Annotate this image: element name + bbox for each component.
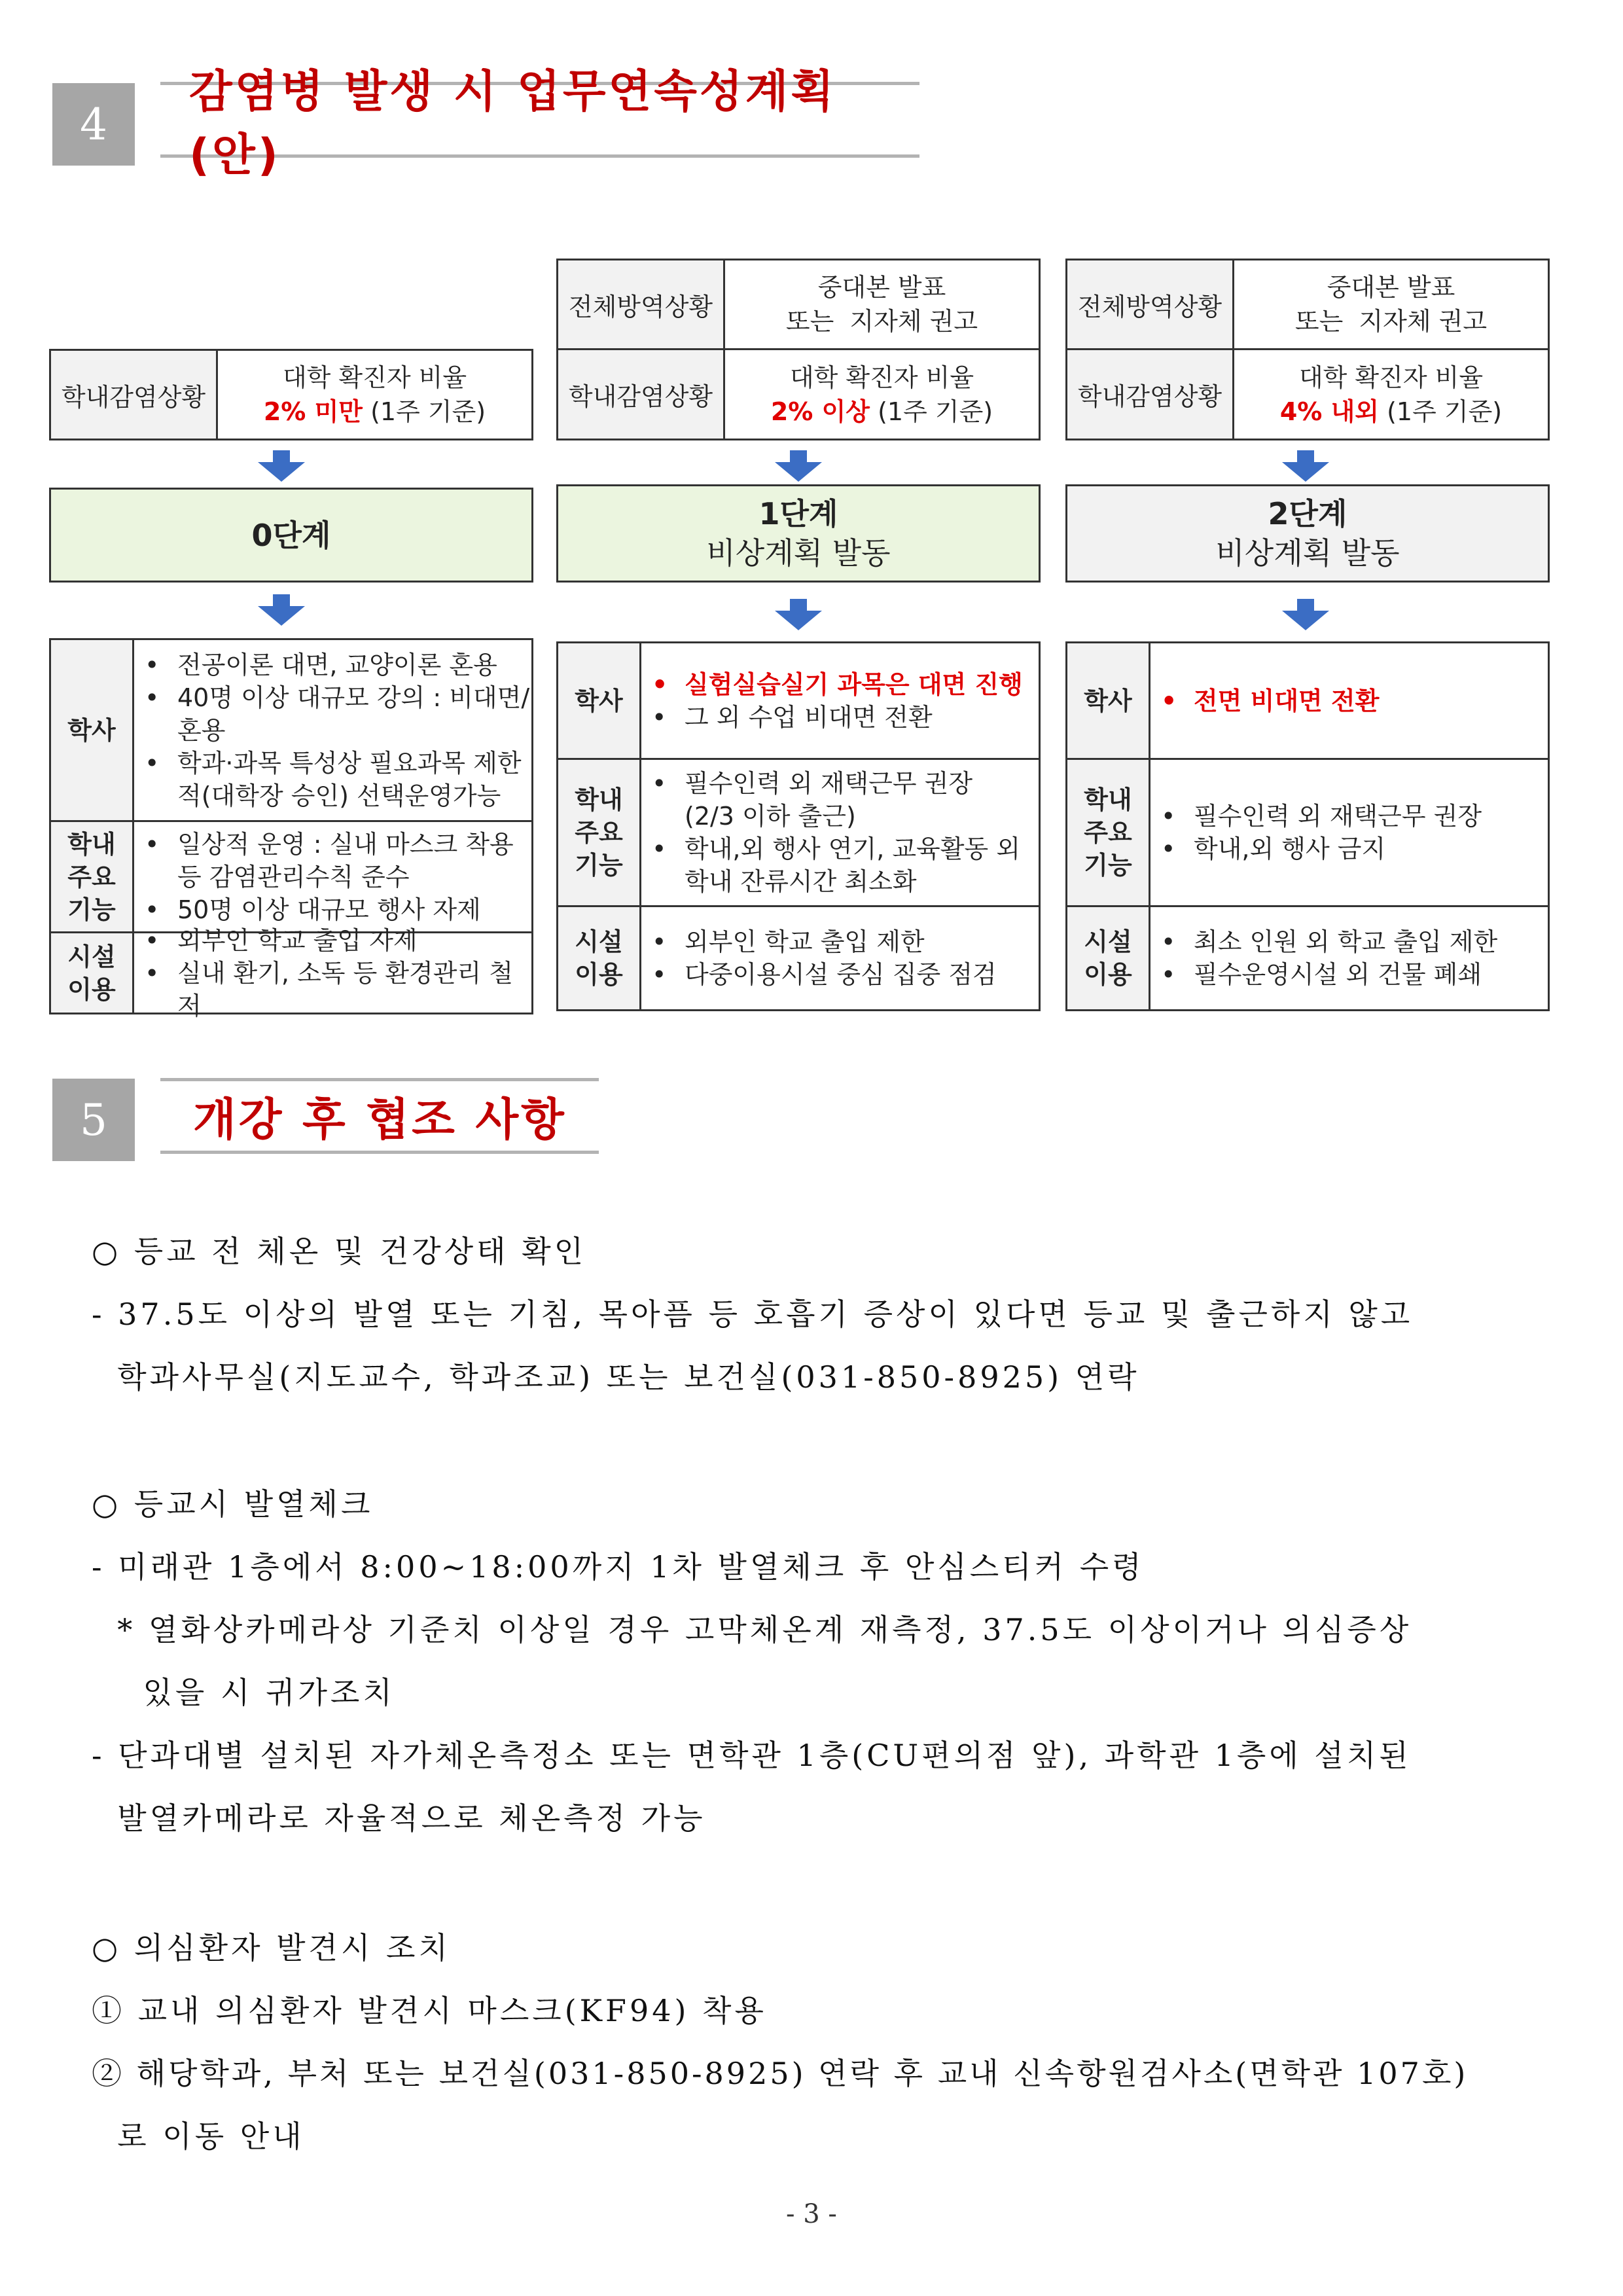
stage-subtitle: 비상계획 발동 (1215, 535, 1400, 571)
stage-detail-0 (49, 638, 533, 1020)
campus-ratio-label: 대학 확진자 비율 (1298, 363, 1484, 392)
section-4-number: 4 (52, 83, 135, 166)
stage-box-2 (1065, 484, 1550, 583)
list-item: • 최소 인원 외 학교 출입 제한 (1161, 927, 1498, 956)
list-item: 등 감염관리수칙 준수 (177, 862, 410, 891)
campus-label: 학내감염상황 (51, 351, 218, 439)
body-line: 로 이동 안내 (92, 2119, 305, 2154)
detail-row-facilities: 시설 이용 • 외부인 학교 출입 자제 • 실내 환기, 소독 등 환경관리 철저 (51, 931, 531, 1013)
overall-line: 중대본 발표 (1327, 273, 1455, 302)
list-item: • 실험실습실기 과목은 대면 진행 (652, 670, 1023, 699)
list-item: • 외부인 학교 출입 제한 (652, 927, 925, 956)
row-label: 학사 (67, 715, 116, 745)
stage-box-1 (556, 484, 1041, 583)
list-item: • 40명 이상 대규모 강의 : 비대면/ (145, 683, 530, 712)
detail-row-academic (1067, 643, 1548, 758)
list-item: • 그 외 수업 비대면 전환 (652, 702, 933, 732)
row-label: 학사 (575, 686, 623, 715)
list-item: • 전공이론 대면, 교양이론 혼용 (145, 650, 497, 679)
campus-condition-1 (556, 348, 1041, 440)
list-item: • 일상적 운영 : 실내 마스크 착용 (145, 829, 514, 859)
detail-row-facilities: 시설 이용 • 최소 인원 외 학교 출입 제한 • 필수운영시설 외 건물 폐쇄 (1067, 905, 1548, 1009)
body-line: ○ 등교 전 체온 및 건강상태 확인 (92, 1234, 587, 1269)
detail-row-functions: 학내 주요 기능 • 일상적 운영 : 실내 마스크 착용 등 감염관리수칙 준수 • 50명 이상 대규모 행사 자제 (51, 820, 531, 931)
detail-row-facilities: 시설 이용 • 외부인 학교 출입 제한 • 다중이용시설 중심 집중 점검 (558, 905, 1039, 1009)
overall-condition-2 (1065, 259, 1550, 350)
body-line: 학과사무실(지도교수, 학과조교) 또는 보건실(031-850-8925) 연락 (92, 1359, 1140, 1395)
list-item: 혼용 (177, 715, 226, 745)
campus-ratio-value: 2% 이상 (770, 397, 870, 426)
list-item: • 전면 비대면 전환 (1161, 686, 1380, 715)
list-item: • 필수운영시설 외 건물 폐쇄 (1161, 960, 1482, 989)
detail-row-functions: 학내 주요 기능 • 필수인력 외 재택근무 권장 (2/3 이하 출근) • 학내,외 행사 연기, 교육활동 외 학내 잔류시간 최소화 (558, 758, 1039, 905)
detail-row-functions: 학내 주요 기능 • 필수인력 외 재택근무 권장 • 학내,외 행사 금지 (1067, 758, 1548, 905)
body-line: - 미래관 1층에서 8:00~18:00까지 1차 발열체크 후 안심스티커 수령 (92, 1549, 1145, 1585)
list-item: • 다중이용시설 중심 집중 점검 (652, 960, 997, 989)
campus-ratio-value: 2% 미만 (263, 397, 363, 426)
campus-condition-2 (1065, 348, 1550, 440)
list-item: 적(대학장 승인) 선택운영가능 (177, 781, 501, 810)
campus-label: 학내감염상황 (1067, 350, 1234, 439)
campus-ratio-label: 대학 확진자 비율 (282, 363, 467, 392)
section-5-number: 5 (52, 1079, 135, 1161)
stage-detail-2 (1065, 641, 1550, 1011)
campus-ratio-value: 4% 내외 (1279, 397, 1380, 426)
campus-ratio-basis: (1주 기준) (1379, 397, 1503, 426)
list-item: • 학과·과목 특성상 필요과목 제한 (145, 748, 522, 778)
body-line: 있을 시 귀가조치 (92, 1675, 395, 1710)
list-item: • 필수인력 외 재택근무 권장 (1161, 802, 1482, 831)
body-line: ① 교내 의심환자 발견시 마스크(KF94) 착용 (92, 1993, 767, 2028)
row-label: 학사 (1084, 686, 1132, 715)
body-line: - 단과대별 설치된 자가체온측정소 또는 면학관 1층(CU편의점 앞), 과학관 1층에 설치된 (92, 1738, 1412, 1773)
overall-line: 또는 지자체 권고 (785, 307, 978, 336)
stage-title: 2단계 (1268, 496, 1347, 531)
stage-box-0 (49, 488, 533, 583)
list-item: • 학내,외 행사 연기, 교육활동 외 (652, 834, 1020, 863)
list-item: • 외부인 학교 출입 자제 (145, 925, 418, 955)
overall-label: 전체방역상황 (1067, 260, 1234, 348)
campus-ratio-basis: (1주 기준) (870, 397, 993, 426)
body-line: 발열카메라로 자율적으로 체온측정 가능 (92, 1801, 706, 1836)
body-line: ② 해당학과, 부처 또는 보건실(031-850-8925) 연락 후 교내 신속항원검사소(면학관 107호) (92, 2056, 1469, 2091)
detail-row-academic (558, 643, 1039, 758)
campus-ratio-label: 대학 확진자 비율 (789, 363, 974, 392)
page-number: - 3 - (786, 2199, 837, 2229)
campus-ratio-basis: (1주 기준) (363, 397, 486, 426)
stage-title: 1단계 (758, 496, 838, 531)
body-line: ○ 등교시 발열체크 (92, 1486, 374, 1522)
list-item: • 50명 이상 대규모 행사 자제 (145, 895, 481, 924)
list-item: • 필수인력 외 재택근무 권장 (652, 769, 973, 798)
body-line: ○ 의심환자 발견시 조치 (92, 1930, 451, 1965)
overall-line: 중대본 발표 (817, 273, 946, 302)
list-item: (2/3 이하 출근) (685, 802, 856, 831)
section-5-title: 개강 후 협조 사항 (160, 1078, 599, 1154)
stage-subtitle: 비상계획 발동 (706, 535, 891, 571)
section-4-title: 감염병 발생 시 업무연속성계획(안) (160, 82, 919, 158)
detail-row-academic (51, 640, 531, 820)
body-line: * 열화상카메라상 기준치 이상일 경우 고막체온계 재측정, 37.5도 이상이거나 의심증상 (92, 1612, 1412, 1647)
body-line: - 37.5도 이상의 발열 또는 기침, 목아픔 등 호흡기 증상이 있다면 등교 및 출근하지 않고 (92, 1297, 1414, 1332)
stage-title: 0단계 (251, 517, 331, 553)
campus-label: 학내감염상황 (558, 350, 725, 439)
list-item: • 실내 환기, 소독 등 환경관리 철저 (145, 958, 513, 1020)
list-item: • 학내,외 행사 금지 (1161, 834, 1386, 863)
campus-condition-0 (49, 349, 533, 440)
stage-detail-1 (556, 641, 1041, 1011)
list-item: 학내 잔류시간 최소화 (685, 867, 917, 896)
overall-line: 또는 지자체 권고 (1294, 307, 1488, 336)
overall-condition-1 (556, 259, 1041, 350)
overall-label: 전체방역상황 (558, 260, 725, 348)
